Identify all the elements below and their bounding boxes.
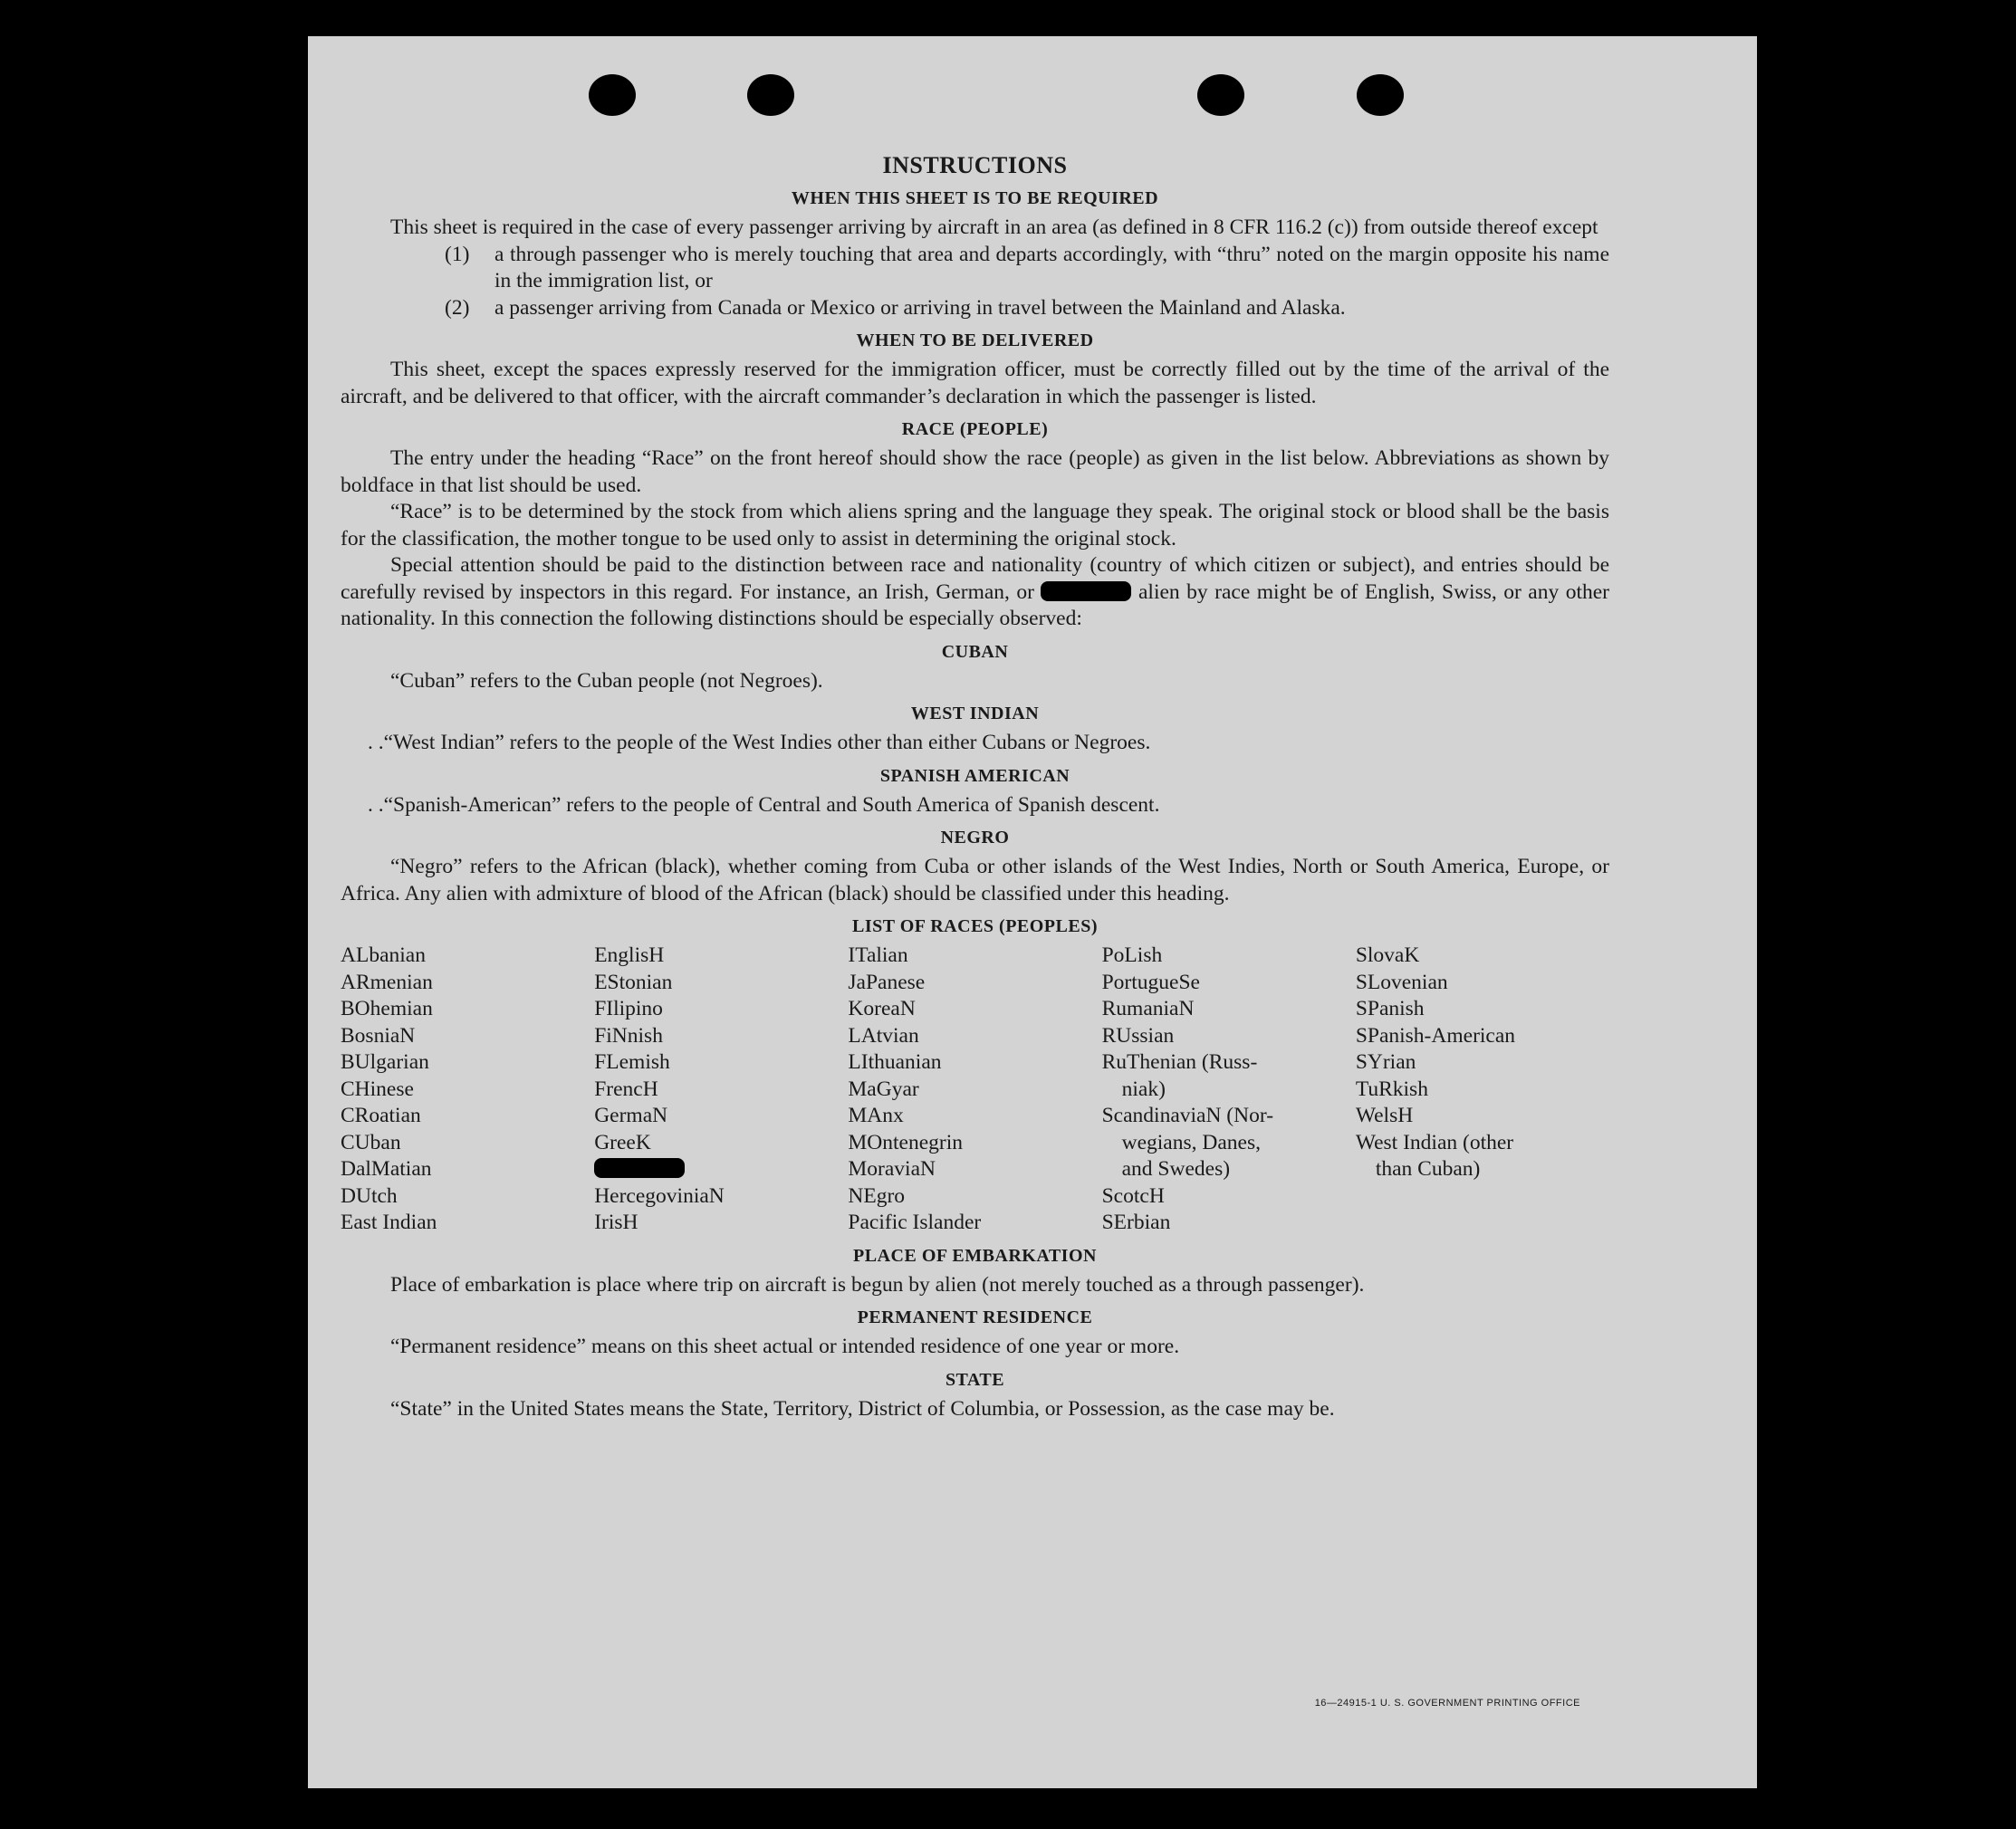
list-item	[445, 295, 1609, 322]
section-heading: STATE	[945, 1369, 1005, 1390]
race-entry: West Indian (other	[1355, 1130, 1514, 1154]
race-entry: GermaN	[594, 1104, 668, 1127]
race-entry: MOntenegrin	[848, 1130, 964, 1154]
punch-hole	[589, 74, 636, 116]
races-column	[341, 943, 594, 1237]
paragraph-part: Special attention should be paid to the distinction between race and nationality (country of which citizen or subject), and entries should be carefully revised by inspectors in this regard. For instance, an Irish, German, or	[341, 553, 1609, 604]
paragraph: Place of embarkation is place where trip on aircraft is begun by alien (not merely touched as a through passenger).	[390, 1272, 1365, 1297]
paragraph: . .“West Indian” refers to the people of the West Indies other than either Cubans or Negroes.	[368, 731, 1151, 754]
section-heading: LIST OF RACES (PEOPLES)	[851, 916, 1098, 936]
redaction-mark	[1041, 581, 1131, 601]
page-title: INSTRUCTIONS	[882, 152, 1068, 178]
document-sheet	[308, 36, 1757, 1788]
race-entry: NEgro	[848, 1183, 906, 1208]
item-number: (2)	[445, 295, 470, 320]
race-entry: EStonian	[594, 970, 673, 994]
section-heading: RACE (PEOPLE)	[901, 419, 1049, 439]
race-entry-cont: than Cuban)	[1375, 1157, 1481, 1181]
item-number: (1)	[445, 242, 470, 266]
race-entry: LAtvian	[848, 1023, 919, 1048]
race-entry: WelsH	[1355, 1104, 1414, 1127]
section-heading: PLACE OF EMBARKATION	[853, 1245, 1097, 1266]
race-entry: SErbian	[1101, 1211, 1171, 1234]
race-entry: HercegoviniaN	[594, 1183, 725, 1208]
race-entry: PoLish	[1101, 943, 1163, 967]
race-entry: KoreaN	[848, 997, 916, 1020]
race-entry: JaPanese	[848, 970, 926, 994]
list-item	[445, 242, 1609, 295]
paragraph: “Permanent residence” means on this sheet actual or intended residence of one year or more.	[390, 1335, 1180, 1358]
race-entry: CRoatian	[341, 1104, 421, 1127]
item-text: a passenger arriving from Canada or Mexico or arriving in travel between the Mainland and Alaska.	[494, 295, 1346, 320]
section-heading: CUBAN	[941, 641, 1009, 662]
race-entry: ARmenian	[341, 970, 433, 994]
race-entry: ALbanian	[341, 943, 426, 967]
race-entry: RumaniaN	[1101, 997, 1195, 1020]
race-entry: SLovenian	[1355, 970, 1448, 994]
redaction-mark	[594, 1158, 685, 1178]
section-heading: SPANISH AMERICAN	[879, 765, 1070, 786]
section-heading: WHEN TO BE DELIVERED	[856, 330, 1094, 350]
race-entry: SYrian	[1355, 1050, 1416, 1074]
race-entry: East Indian	[341, 1211, 437, 1234]
race-entry: RuThenian (Russ-	[1101, 1050, 1258, 1074]
race-entry-cont: niak)	[1121, 1077, 1166, 1101]
race-entry: BosniaN	[341, 1023, 416, 1048]
race-entry: SPanish	[1355, 997, 1425, 1020]
races-column	[848, 943, 1101, 1237]
race-entry: EnglisH	[594, 943, 665, 967]
race-entry: TuRkish	[1355, 1077, 1428, 1101]
printer-imprint: 16—24915-1 U. S. GOVERNMENT PRINTING OFFICE	[1314, 1698, 1580, 1709]
instructions-content	[341, 152, 1609, 1422]
races-column	[1356, 943, 1609, 1237]
race-entry-cont: and Swedes)	[1121, 1157, 1231, 1181]
races-column	[1102, 943, 1356, 1237]
race-entry: SPanish-American	[1355, 1023, 1516, 1048]
paragraph: . .“Spanish-American” refers to the people of Central and South America of Spanish descent.	[368, 792, 1160, 817]
punch-hole	[1197, 74, 1244, 116]
race-entry: ScotcH	[1101, 1183, 1165, 1208]
race-entry: FrencH	[594, 1077, 658, 1101]
paragraph: This sheet, except the spaces expressly reserved for the immigration officer, must be correctly filled out by the time of the arrival of the aircraft, and be delivered to that officer, with the aircraft commander’s declaration in which the passenger is listed.	[341, 358, 1609, 408]
race-entry: DalMatian	[341, 1157, 432, 1181]
race-entry: MaGyar	[848, 1077, 919, 1101]
race-entry: RUssian	[1101, 1023, 1175, 1048]
section-heading: WEST INDIAN	[910, 704, 1040, 723]
race-entry: PortugueSe	[1101, 970, 1200, 994]
race-entry: LIthuanian	[848, 1050, 942, 1074]
section-heading: NEGRO	[940, 828, 1010, 847]
paragraph-part: alien by race might be of English, Swiss, or any other nationality. In this connection the following distinctions should be especially observed:	[341, 579, 1610, 630]
race-entry: FLemish	[594, 1050, 670, 1074]
paragraph	[341, 552, 1609, 633]
item-text: a through passenger who is merely touching that area and departs accordingly, with “thru” noted on the margin opposite his name in the immigration list, or	[494, 242, 1609, 292]
punch-hole	[1357, 74, 1404, 116]
race-entry: CHinese	[341, 1077, 414, 1101]
paragraph: “Negro” refers to the African (black), whether coming from Cuba or other islands of the West Indies, North or South America, Europe, or Africa. Any alien with admixture of blood of the African (black) should be classified under this heading.	[341, 855, 1609, 905]
race-entry: GreeK	[594, 1130, 651, 1154]
race-entry-cont: wegians, Danes,	[1121, 1130, 1261, 1154]
race-entry: ScandinaviaN (Nor-	[1101, 1104, 1274, 1127]
section-heading: PERMANENT RESIDENCE	[857, 1307, 1093, 1327]
paragraph: The entry under the heading “Race” on the front hereof should show the race (people) as given in the list below. Abbreviations as shown by boldface in that list should be used.	[341, 446, 1609, 497]
race-entry: BOhemian	[341, 997, 433, 1020]
race-entry: SlovaK	[1355, 943, 1420, 967]
paragraph: This sheet is required in the case of every passenger arriving by aircraft in an area (as defined in 8 CFR 116.2 (c)) from outside thereof except	[390, 215, 1598, 239]
race-entry: Pacific Islander	[848, 1211, 982, 1234]
paragraph: “State” in the United States means the State, Territory, District of Columbia, or Possession, as the case may be.	[390, 1396, 1335, 1421]
punch-hole	[747, 74, 794, 116]
race-entry-redacted	[594, 1156, 848, 1183]
race-entry: DUtch	[341, 1183, 398, 1208]
race-entry: BUlgarian	[341, 1050, 429, 1074]
race-entry: MoraviaN	[848, 1157, 936, 1181]
race-entry: FIlipino	[594, 997, 663, 1020]
paragraph: “Race” is to be determined by the stock from which aliens spring and the language they speak. The original stock or blood shall be the basis for the classification, the mother tongue to be used only to assist in determining the original stock.	[341, 500, 1609, 551]
paragraph: “Cuban” refers to the Cuban people (not Negroes).	[390, 668, 823, 693]
races-column	[594, 943, 848, 1237]
race-entry: MAnx	[848, 1104, 904, 1127]
race-entry: ITalian	[848, 943, 908, 967]
races-list	[341, 943, 1609, 1237]
race-entry: FiNnish	[594, 1023, 663, 1048]
race-entry: IrisH	[594, 1211, 638, 1234]
race-entry: CUban	[341, 1130, 401, 1154]
section-heading: WHEN THIS SHEET IS TO BE REQUIRED	[791, 188, 1159, 208]
